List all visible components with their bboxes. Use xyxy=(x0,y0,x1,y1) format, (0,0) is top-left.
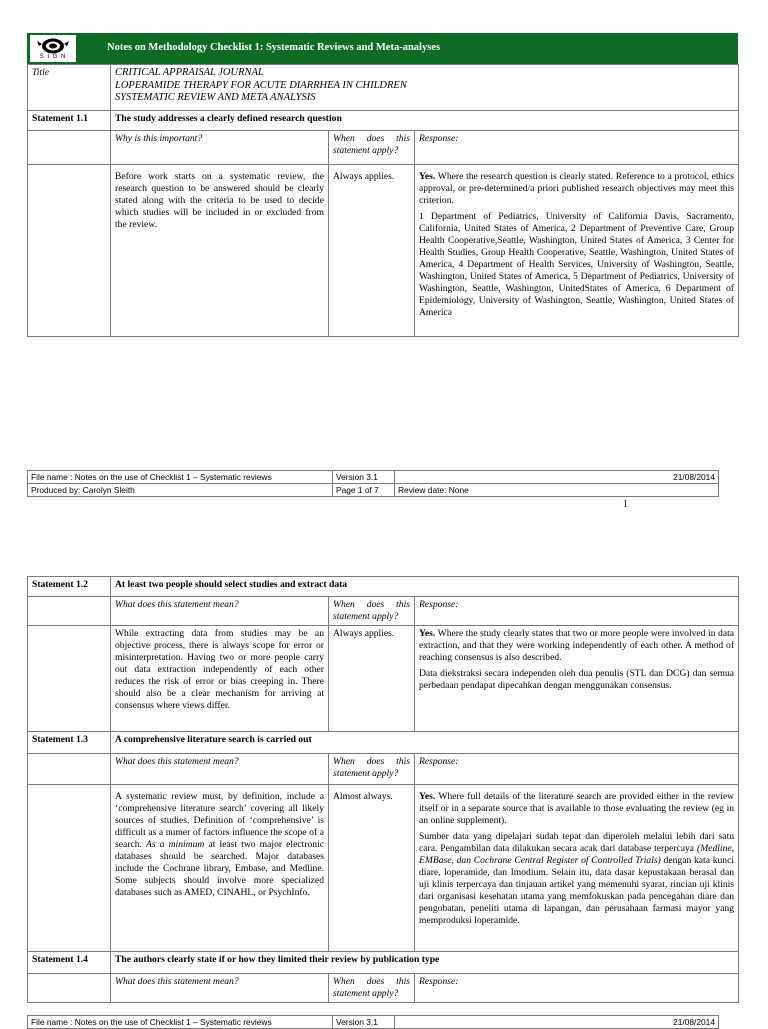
response-p2: 1 Department of Pediatrics, University of California Davis, Sacramento, California, United States of America, 2 Department of Preventive Care, Group Health Cooperative,Seattle, Washington, United States of America, 3 Center for Health Studies, Group Health Cooperative, Seattle, Washington, United States of America, 4 Department of Health Services, University of Washington, Seattle, Washington, United States of America, 5 Department of Pediatrics, University of Washington, Seattle, Washington, UnitedStates of America, 6 Department of Epidemiology, University of Washington, Seattle, Washington, United States of America xyxy=(419,211,734,318)
title-line-2: LOPERAMIDE THERAPY FOR ACUTE DIARRHEA IN CHILDREN xyxy=(115,79,407,91)
meaning-text-c: at least two major electronic databases should be searched. Major databases include the Cochrane library, Embase, and Medline. Some subjects should involve more specialized databases such as AMED, CINAHL, or PsychInfo. xyxy=(115,839,324,898)
yes-label: Yes. xyxy=(419,171,436,182)
col-head-when: When does this statement apply? xyxy=(329,597,415,626)
meaning-body xyxy=(111,785,329,952)
footer-version: Version 3.1 xyxy=(333,471,395,484)
statement-text: The authors clearly state if or how they limited their review by publication type xyxy=(111,952,739,974)
response-p1: Where the study clearly states that two or more people were involved in data extraction, and that they were working independently of each other. A method of reaching consensus is also described. xyxy=(419,628,735,663)
statement-text: A comprehensive literature search is carried out xyxy=(111,732,739,754)
sign-logo-icon xyxy=(30,35,76,62)
yes-label: Yes. xyxy=(419,791,436,802)
col-head-response: Response: xyxy=(415,131,739,165)
empty-cell xyxy=(28,597,111,626)
col-head-meaning: What does this statement mean? xyxy=(111,597,329,626)
response-body xyxy=(415,165,739,337)
title-value xyxy=(111,65,739,111)
col-head-response: Response: xyxy=(415,974,739,1003)
response-body xyxy=(415,785,739,952)
col-head-when: When does this statement apply? xyxy=(329,131,415,165)
col-head-response: Response: xyxy=(415,597,739,626)
empty-cell xyxy=(28,785,111,952)
why-body: Before work starts on a systematic review, the research question to be answered should be clearly stated along with the criteria to be used to decide which studies will be included in or excluded from the review. xyxy=(111,165,329,337)
title-line-1: CRITICAL APPRAISAL JOURNAL xyxy=(115,67,264,78)
title-label: Title xyxy=(28,65,111,111)
title-line-3: SYSTEMATIC REVIEW AND META ANALYSIS xyxy=(115,92,316,103)
footer-version: Version 3.1 xyxy=(333,1016,395,1029)
response-p2: Data diekstraksi secara independen oleh dua penulis (STL dan DCG) dan semua perbedaan pendapat dipecahkan dengan menggunakan consensus. xyxy=(419,668,735,691)
statements-1-2-to-1-4-table xyxy=(27,576,739,1003)
empty-cell xyxy=(28,974,111,1003)
statement-label: Statement 1.4 xyxy=(28,952,111,974)
logo-text: S I G N xyxy=(39,54,67,60)
when-body: Always applies. xyxy=(329,626,415,732)
yes-label: Yes. xyxy=(419,628,436,639)
footer-produced-by: Produced by: Carolyn Sleith xyxy=(28,484,333,497)
response-p1: Where the research question is clearly stated. Reference to a protocol, ethics approval, or pre-determined/a priori published research objectives may meet this criterion. xyxy=(419,171,734,206)
response-p2-databases: (Medline, EMBase, dan Cochrane Central Register of Controlled Trials) xyxy=(419,843,735,866)
statement-label: Statement 1.2 xyxy=(28,577,111,597)
response-p1: Where full details of the literature search are provided either in the review itself or in a separate source that is available to those evaluating the review (eg in an online supplement). xyxy=(419,791,735,826)
statement-text: The study addresses a clearly defined research question xyxy=(111,111,739,131)
col-head-response: Response: xyxy=(415,754,739,785)
col-head-meaning: What does this statement mean? xyxy=(111,754,329,785)
col-head-why: Why is this important? xyxy=(111,131,329,165)
response-p2-c: dengan kata kunci diare, loperamide, dan Imodium. Selain itu, data dasar kepustakaan berasal dan uji klinis terpercaya dan tinjauan artikel yang memenuhi syarat, rincian uji klinis dari organisasi kesehatan utama yang memfokuskan pada pencegahan diare dan pengobatan, peneliti utama di lapangan, dan perusahaan farmasi mayor yang memproduksi loperamide. xyxy=(419,855,735,926)
col-head-when: When does this statement apply? xyxy=(329,754,415,785)
meaning-text-a: A systematic review must, by definition, include a ‘comprehensive literature search’ covering all likely sources of studies. Definition of ‘comprehensive’ is difficult as a numer of factors influence the scope of a search. xyxy=(115,791,324,850)
footer-page: Page 1 of 7 xyxy=(333,484,395,497)
empty-cell xyxy=(28,165,111,337)
page2-footer xyxy=(27,1015,719,1029)
col-head-when: When does this statement apply? xyxy=(329,974,415,1003)
page-number: 1 xyxy=(623,499,628,510)
response-p2-a: Sumber data yang dipelajari sudah tepat dan diperoleh melalui lebih dari satu cara. Pengambilan data dilakukan secara acak dari database terpercaya xyxy=(419,831,735,854)
footer-review-date: Review date: None xyxy=(395,484,719,497)
meaning-body: While extracting data from studies may be an objective process, there is always scope for error or misinterpretation. Having two or more people carry out data extraction independently of each other reduces the risk of error or bias creeping in. There should also be a clear mechanism for arriving at consensus where views differ. xyxy=(111,626,329,732)
empty-cell xyxy=(28,626,111,732)
statement-1-1-table xyxy=(27,64,739,337)
when-body: Always applies. xyxy=(329,165,415,337)
statement-label: Statement 1.3 xyxy=(28,732,111,754)
col-head-meaning: What does this statement mean? xyxy=(111,974,329,1003)
header-title: Notes on Methodology Checklist 1: Systematic Reviews and Meta-analyses xyxy=(107,42,441,53)
page1-footer xyxy=(27,470,719,497)
empty-cell xyxy=(28,131,111,165)
when-body: Almost always. xyxy=(329,785,415,952)
footer-file-name: File name : Notes on the use of Checklist 1 – Systematic reviews xyxy=(28,1016,333,1029)
meaning-text-emphasis: As a minimum xyxy=(146,839,205,850)
footer-file-name: File name : Notes on the use of Checklist 1 – Systematic reviews xyxy=(28,471,333,484)
footer-date: 21/08/2014 xyxy=(395,471,719,484)
statement-text: At least two people should select studies and extract data xyxy=(111,577,739,597)
response-p2 xyxy=(419,831,734,927)
empty-cell xyxy=(28,754,111,785)
statement-label: Statement 1.1 xyxy=(28,111,111,131)
document-header xyxy=(27,33,738,64)
footer-date: 21/08/2014 xyxy=(395,1016,719,1029)
response-body xyxy=(415,626,739,732)
